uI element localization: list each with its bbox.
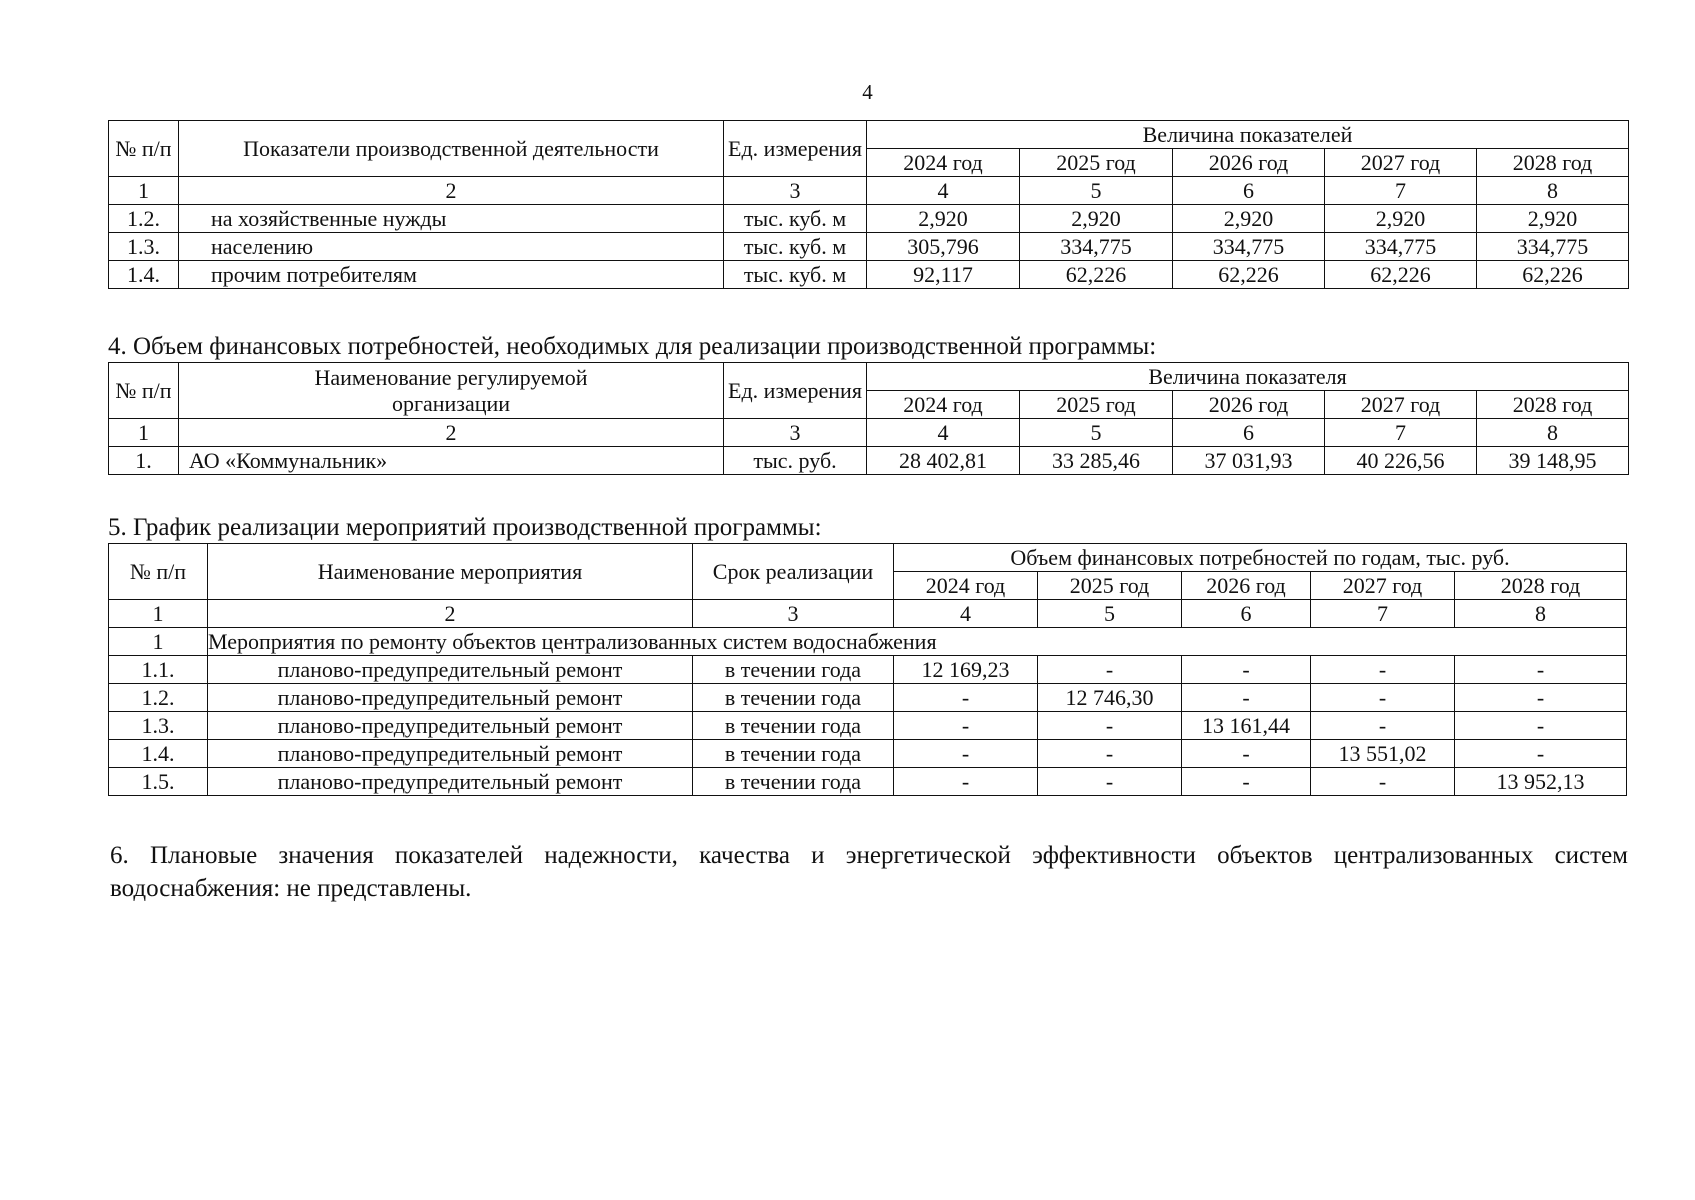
header-org: Наименование регулируемой организации [179,363,724,419]
header-year: 2028 год [1477,149,1629,177]
header-year: 2026 год [1173,149,1325,177]
header-num: № п/п [109,544,208,600]
row-value: - [894,684,1038,712]
row-value: 2,920 [1477,205,1629,233]
row-value: - [894,740,1038,768]
column-number: 4 [867,177,1020,205]
header-name: Наименование мероприятия [208,544,693,600]
column-number: 8 [1477,419,1629,447]
header-year: 2024 год [867,149,1020,177]
row-num: 1.2. [109,205,179,233]
row-term: в течении года [693,684,894,712]
column-number: 1 [109,419,179,447]
header-year: 2026 год [1182,572,1311,600]
table-row [109,768,1627,796]
header-year: 2024 год [867,391,1020,419]
header-year: 2027 год [1311,572,1455,600]
header-unit: Ед. измерения [724,121,867,177]
row-value: 13 551,02 [1311,740,1455,768]
column-number: 7 [1311,600,1455,628]
row-value: 62,226 [1020,261,1173,289]
column-number: 7 [1325,177,1477,205]
row-value: - [1038,768,1182,796]
row-name: планово-предупредительный ремонт [208,684,693,712]
header-year: 2028 год [1455,572,1627,600]
row-num: 1. [109,447,179,475]
row-value: - [1311,712,1455,740]
row-value: - [1182,684,1311,712]
group-row-num: 1 [109,628,208,656]
financial-needs-table [108,362,1629,475]
schedule-table [108,543,1627,796]
header-num: № п/п [109,121,179,177]
row-value: 40 226,56 [1325,447,1477,475]
row-name: АО «Коммунальник» [179,447,724,475]
header-group: Величина показателя [867,363,1629,391]
header-year: 2026 год [1173,391,1325,419]
row-value: 28 402,81 [867,447,1020,475]
row-num: 1.1. [109,656,208,684]
table-row [109,447,1629,475]
row-name: планово-предупредительный ремонт [208,656,693,684]
row-num: 1.4. [109,740,208,768]
column-number: 3 [724,177,867,205]
row-name: планово-предупредительный ремонт [208,768,693,796]
header-group: Объем финансовых потребностей по годам, тыс. руб. [894,544,1627,572]
row-name: прочим потребителям [179,261,724,289]
row-value: 33 285,46 [1020,447,1173,475]
header-term: Срок реализации [693,544,894,600]
column-number: 2 [208,600,693,628]
row-term: в течении года [693,768,894,796]
column-number: 6 [1182,600,1311,628]
header-indicator: Показатели производственной деятельности [179,121,724,177]
column-number: 1 [109,600,208,628]
column-number: 6 [1173,419,1325,447]
column-number: 4 [894,600,1038,628]
header-num: № п/п [109,363,179,419]
column-number: 5 [1038,600,1182,628]
row-unit: тыс. руб. [724,447,867,475]
column-number: 4 [867,419,1020,447]
row-value: 334,775 [1325,233,1477,261]
row-value: 2,920 [1020,205,1173,233]
header-group: Величина показателей [867,121,1629,149]
header-year: 2024 год [894,572,1038,600]
section-6-paragraph: 6. Плановые значения показателей надежности, качества и энергетической эффективности объектов централизованных систем водоснабжения: не представлены. [110,842,1628,902]
column-number: 3 [693,600,894,628]
column-number: 1 [109,177,179,205]
table-row [109,656,1627,684]
row-value: - [1182,768,1311,796]
row-num: 1.2. [109,684,208,712]
column-number-row [109,177,1629,205]
row-value: - [1038,656,1182,684]
row-value: 62,226 [1325,261,1477,289]
row-value: - [894,768,1038,796]
row-value: - [1182,656,1311,684]
row-num: 1.4. [109,261,179,289]
row-value: - [1455,656,1627,684]
row-name: на хозяйственные нужды [179,205,724,233]
header-year: 2027 год [1325,391,1477,419]
row-value: - [1455,684,1627,712]
header-year: 2025 год [1038,572,1182,600]
page-number: 4 [862,80,873,104]
row-value: 13 952,13 [1455,768,1627,796]
row-value: - [1038,740,1182,768]
row-value: - [1311,684,1455,712]
column-number: 2 [179,419,724,447]
table-row [109,205,1629,233]
column-number: 3 [724,419,867,447]
row-name: планово-предупредительный ремонт [208,712,693,740]
row-value: 62,226 [1173,261,1325,289]
column-number: 2 [179,177,724,205]
header-unit: Ед. измерения [724,363,867,419]
row-value: 305,796 [867,233,1020,261]
column-number: 8 [1455,600,1627,628]
header-year: 2025 год [1020,391,1173,419]
production-indicators-table [108,120,1629,289]
row-value: 13 161,44 [1182,712,1311,740]
row-unit: тыс. куб. м [724,233,867,261]
row-term: в течении года [693,712,894,740]
row-value: 2,920 [1173,205,1325,233]
column-number-row [109,600,1627,628]
header-year: 2028 год [1477,391,1629,419]
row-value: 92,117 [867,261,1020,289]
row-value: - [1311,656,1455,684]
group-row [109,628,1627,656]
column-number: 5 [1020,177,1173,205]
column-number: 6 [1173,177,1325,205]
header-year: 2025 год [1020,149,1173,177]
column-number: 5 [1020,419,1173,447]
row-value: - [1182,740,1311,768]
section-4-heading: 4. Объем финансовых потребностей, необходимых для реализации производственной программы: [108,333,1157,360]
row-value: - [1455,740,1627,768]
row-value: 39 148,95 [1477,447,1629,475]
table-row [109,233,1629,261]
row-num: 1.3. [109,712,208,740]
row-name: планово-предупредительный ремонт [208,740,693,768]
row-term: в течении года [693,740,894,768]
row-value: 334,775 [1477,233,1629,261]
row-value: 62,226 [1477,261,1629,289]
row-value: 334,775 [1020,233,1173,261]
row-value: 12 746,30 [1038,684,1182,712]
group-row-name: Мероприятия по ремонту объектов централизованных систем водоснабжения [208,628,1627,656]
row-term: в течении года [693,656,894,684]
row-unit: тыс. куб. м [724,205,867,233]
row-value: 2,920 [1325,205,1477,233]
column-number: 7 [1325,419,1477,447]
row-value: - [1038,712,1182,740]
row-value: 2,920 [867,205,1020,233]
row-num: 1.3. [109,233,179,261]
column-number: 8 [1477,177,1629,205]
column-number-row [109,419,1629,447]
row-value: 12 169,23 [894,656,1038,684]
row-value: - [1455,712,1627,740]
row-value: 334,775 [1173,233,1325,261]
table-row [109,740,1627,768]
row-name: населению [179,233,724,261]
row-value: - [1311,768,1455,796]
table-row [109,712,1627,740]
row-value: - [894,712,1038,740]
row-value: 37 031,93 [1173,447,1325,475]
table-row [109,261,1629,289]
table-row [109,684,1627,712]
row-unit: тыс. куб. м [724,261,867,289]
row-num: 1.5. [109,768,208,796]
header-year: 2027 год [1325,149,1477,177]
section-5-heading: 5. График реализации мероприятий производственной программы: [108,514,822,541]
